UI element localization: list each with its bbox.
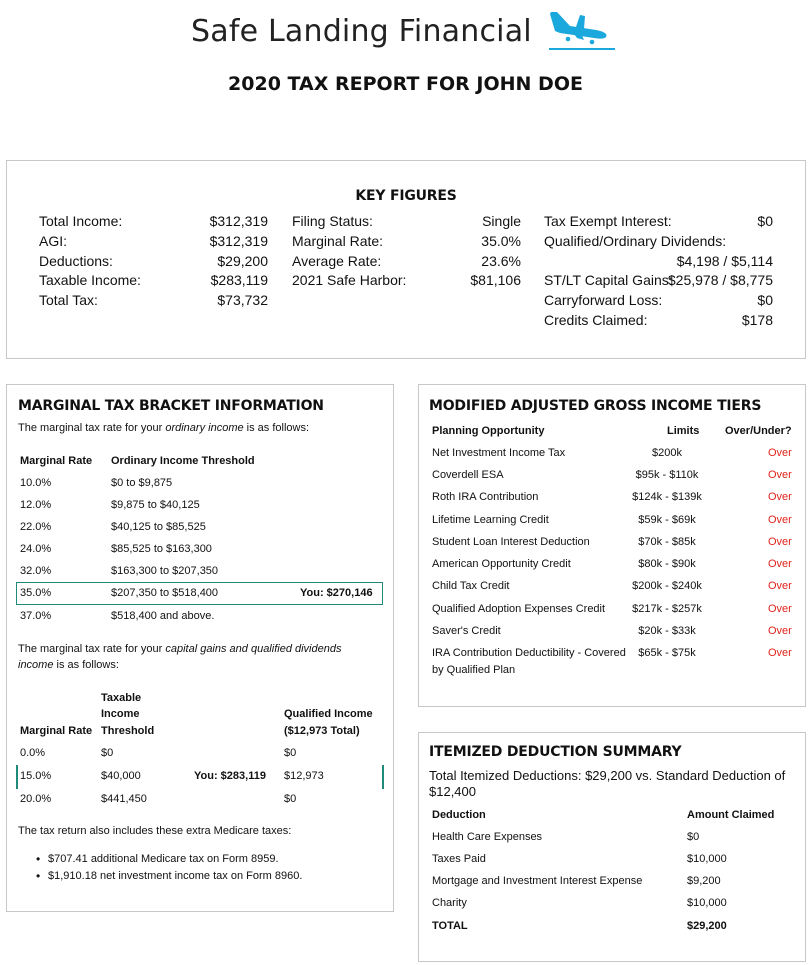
tier-status: Over bbox=[768, 647, 792, 659]
col-header-amount: Amount Claimed bbox=[687, 809, 775, 821]
cg-qualified: $12,973 bbox=[284, 770, 324, 782]
deduction-name: Charity bbox=[432, 897, 467, 909]
col-header-status: Over/Under? bbox=[725, 425, 792, 437]
cg-qualified: $0 bbox=[284, 793, 297, 805]
magi-title: MODIFIED ADJUSTED GROSS INCOME TIERS bbox=[429, 398, 762, 414]
col-header-rate: Marginal Rate bbox=[20, 455, 93, 467]
tier-opportunity: IRA Contribution Deductibility - Covered bbox=[432, 647, 626, 659]
tier-status: Over bbox=[768, 580, 792, 592]
kf-value: $73,732 bbox=[217, 292, 268, 308]
list-item: • $707.41 additional Medicare tax on Form 8959. bbox=[34, 853, 302, 870]
cg-intro-line1: The marginal tax rate for your capital gains and qualified dividends bbox=[18, 643, 342, 655]
itemized-summary-l2: $12,400 bbox=[429, 784, 476, 799]
kf-value: $312,319 bbox=[209, 233, 268, 249]
tier-limits: $80k - $90k bbox=[638, 558, 696, 570]
bracket-rate: 10.0% bbox=[20, 477, 52, 489]
kf-value: Single bbox=[482, 213, 521, 229]
bracket-rate: 37.0% bbox=[20, 610, 52, 622]
tier-limits: $65k - $75k bbox=[638, 647, 696, 659]
deduction-name: Mortgage and Investment Interest Expense bbox=[432, 875, 643, 887]
bracket-threshold: $9,875 to $40,125 bbox=[111, 499, 200, 511]
kf-label: Taxable Income: bbox=[39, 272, 141, 288]
kf-value: 23.6% bbox=[481, 253, 521, 269]
kf-label: Tax Exempt Interest: bbox=[544, 213, 672, 229]
kf-value: $0 bbox=[757, 292, 773, 308]
tier-limits: $59k - $69k bbox=[638, 514, 696, 526]
report-title: 2020 TAX REPORT FOR JOHN DOE bbox=[228, 73, 583, 95]
brand-name: Safe Landing Financial bbox=[191, 14, 532, 49]
kf-label: Deductions: bbox=[39, 253, 113, 269]
kf-label: Total Tax: bbox=[39, 292, 98, 308]
cg-header-threshold-l1: Taxable bbox=[101, 692, 142, 704]
tier-opportunity-cont: by Qualified Plan bbox=[432, 664, 516, 676]
deduction-amount: $0 bbox=[687, 831, 700, 843]
tier-opportunity: Lifetime Learning Credit bbox=[432, 514, 549, 526]
cg-threshold: $0 bbox=[101, 747, 114, 759]
bracket-rate: 24.0% bbox=[20, 543, 52, 555]
bracket-rate: 35.0% bbox=[20, 587, 52, 599]
deduction-name: Health Care Expenses bbox=[432, 831, 543, 843]
deduction-amount: $10,000 bbox=[687, 897, 727, 909]
cg-rate: 20.0% bbox=[20, 793, 52, 805]
tier-status: Over bbox=[768, 514, 792, 526]
deduction-amount: $9,200 bbox=[687, 875, 721, 887]
kf-label: Marginal Rate: bbox=[292, 233, 384, 249]
medicare-intro: The tax return also includes these extra Medicare taxes: bbox=[18, 825, 292, 837]
kf-label: Filing Status: bbox=[292, 213, 373, 229]
your-taxable-income: You: $283,119 bbox=[194, 770, 266, 782]
cg-rate: 15.0% bbox=[20, 770, 52, 782]
kf-value: $312,319 bbox=[209, 213, 268, 229]
cg-intro-line2: income is as follows: bbox=[18, 659, 119, 671]
tier-limits: $70k - $85k bbox=[638, 536, 696, 548]
cg-header-rate: Marginal Rate bbox=[20, 725, 93, 737]
magi-tiers-panel bbox=[418, 384, 806, 707]
list-item: • $1,910.18 net investment income tax on Form 8960. bbox=[34, 870, 302, 887]
kf-label: 2021 Safe Harbor: bbox=[292, 272, 407, 288]
cg-threshold: $40,000 bbox=[101, 770, 141, 782]
kf-label: Carryforward Loss: bbox=[544, 292, 663, 308]
tier-opportunity: Student Loan Interest Deduction bbox=[432, 536, 590, 548]
kf-label: Total Income: bbox=[39, 213, 123, 229]
cg-highlight-left bbox=[16, 765, 18, 789]
cg-header-qi-l2: ($12,973 Total) bbox=[284, 725, 360, 737]
ordinary-intro: The marginal tax rate for your ordinary income is as follows: bbox=[18, 422, 310, 434]
bracket-threshold: $207,350 to $518,400 bbox=[111, 587, 219, 599]
kf-value: $29,200 bbox=[217, 253, 268, 269]
tier-status: Over bbox=[768, 625, 792, 637]
tier-opportunity: Net Investment Income Tax bbox=[432, 447, 566, 459]
kf-value: $0 bbox=[757, 213, 773, 229]
col-header-threshold: Ordinary Income Threshold bbox=[111, 455, 255, 467]
tier-limits: $200k bbox=[652, 447, 682, 459]
cg-threshold: $441,450 bbox=[101, 793, 147, 805]
bracket-rate: 22.0% bbox=[20, 521, 52, 533]
kf-label: AGI: bbox=[39, 233, 68, 249]
tier-status: Over bbox=[768, 491, 792, 503]
key-figures-panel bbox=[6, 160, 806, 359]
deduction-total-amount: $29,200 bbox=[687, 920, 727, 932]
tier-limits: $124k - $139k bbox=[632, 491, 702, 503]
itemized-deduction-panel bbox=[418, 732, 806, 962]
bracket-threshold: $85,525 to $163,300 bbox=[111, 543, 212, 555]
tier-limits: $20k - $33k bbox=[638, 625, 696, 637]
itemized-title: ITEMIZED DEDUCTION SUMMARY bbox=[429, 744, 682, 760]
kf-value: $283,119 bbox=[210, 272, 268, 288]
kf-value: $178 bbox=[741, 312, 773, 328]
bracket-rate: 32.0% bbox=[20, 565, 52, 577]
bracket-threshold: $0 to $9,875 bbox=[111, 477, 173, 489]
tier-status: Over bbox=[768, 603, 792, 615]
medicare-list bbox=[34, 853, 302, 887]
deduction-total-label: TOTAL bbox=[432, 920, 468, 932]
cg-qualified: $0 bbox=[284, 747, 297, 759]
deduction-amount: $10,000 bbox=[687, 853, 727, 865]
kf-label: Credits Claimed: bbox=[544, 312, 648, 328]
tier-opportunity: Child Tax Credit bbox=[432, 580, 510, 592]
kf-label: Average Rate: bbox=[292, 253, 382, 269]
tier-limits: $200k - $240k bbox=[632, 580, 702, 592]
bracket-threshold: $163,300 to $207,350 bbox=[111, 565, 219, 577]
col-header-limits: Limits bbox=[667, 425, 700, 437]
tier-opportunity: Coverdell ESA bbox=[432, 469, 504, 481]
cg-rate: 0.0% bbox=[20, 747, 46, 759]
tier-opportunity: Saver's Credit bbox=[432, 625, 501, 637]
kf-value: $25,978 / $8,775 bbox=[667, 272, 773, 288]
marginal-title: MARGINAL TAX BRACKET INFORMATION bbox=[18, 398, 324, 414]
tier-status: Over bbox=[768, 536, 792, 548]
deduction-name: Taxes Paid bbox=[432, 853, 486, 865]
tier-opportunity: American Opportunity Credit bbox=[432, 558, 571, 570]
kf-value: 35.0% bbox=[481, 233, 521, 249]
cg-header-threshold-l3: Threshold bbox=[101, 725, 155, 737]
tier-opportunity: Qualified Adoption Expenses Credit bbox=[432, 603, 606, 615]
cg-header-threshold-l2: Income bbox=[101, 708, 140, 720]
cg-highlight-right bbox=[382, 765, 384, 789]
bracket-threshold: $40,125 to $85,525 bbox=[111, 521, 206, 533]
kf-value: $4,198 / $5,114 bbox=[676, 253, 773, 269]
kf-label: ST/LT Capital Gains: bbox=[544, 272, 673, 288]
cg-header-qi-l1: Qualified Income bbox=[284, 708, 373, 720]
your-ordinary-income: You: $270,146 bbox=[300, 587, 373, 599]
tier-status: Over bbox=[768, 558, 792, 570]
tier-opportunity: Roth IRA Contribution bbox=[432, 491, 539, 503]
kf-value: $81,106 bbox=[470, 272, 521, 288]
airplane-landing-icon bbox=[546, 6, 618, 52]
tier-status: Over bbox=[768, 447, 792, 459]
col-header-deduction: Deduction bbox=[432, 809, 486, 821]
col-header-opportunity: Planning Opportunity bbox=[432, 425, 545, 437]
itemized-summary-l1: Total Itemized Deductions: $29,200 vs. Standard Deduction of bbox=[429, 768, 786, 783]
tier-limits: $95k - $110k bbox=[635, 469, 699, 481]
bracket-rate: 12.0% bbox=[20, 499, 52, 511]
kf-label: Qualified/Ordinary Dividends: bbox=[544, 233, 727, 249]
marginal-bracket-panel bbox=[6, 384, 394, 912]
tier-status: Over bbox=[768, 469, 792, 481]
bracket-threshold: $518,400 and above. bbox=[111, 610, 215, 622]
key-figures-title: KEY FIGURES bbox=[355, 188, 457, 204]
tier-limits: $217k - $257k bbox=[632, 603, 702, 615]
